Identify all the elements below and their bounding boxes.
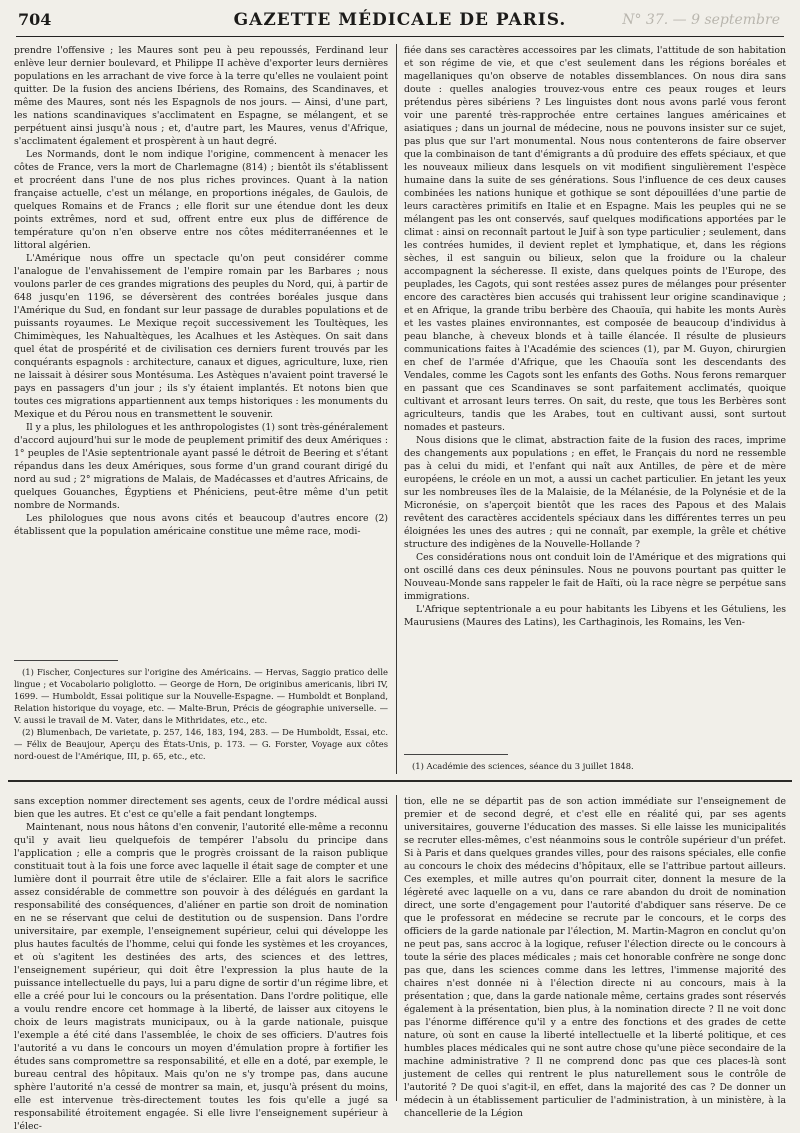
- paragraph: Maintenant, nous nous hâtons d'en convenir, l'autorité elle-même a reconnu qu'il y avait lieu quelquefois de tempérer l'absolu du principe dans l'application ; elle a compris que le progrès croissant de la raison publique constituait tout à la fois une force avec laquelle il était sage de compter et une lumière dont il pourrait être utile de s'éclairer. Elle a fait alors le sacrifice assez considérable de commettre son pouvoir à des délégués en gardant la responsabilité des conséquences, d'aliéner en partie son droit de nomination en ne se réservant que celui de destitution ou de suspension. Dans l'ordre universitaire, par exemple, l'enseignement supérieur, celui qui développe les plus hautes facultés de l'homme, celui qui fonde les systèmes et les croyances, et où s'agitent les destinées des arts, des sciences et des lettres, l'enseignement supérieur, qui doit être l'expression la plus haute de la puissance intellectuelle du pays, lui a paru digne de sortir d'un régime libre, et elle a créé pour lui le concours ou la présentation. Dans l'ordre politique, elle a voulu rendre encore cet hommage à la liberté, de laisser aux citoyens le choix de leurs magistrats municipaux, ou à la garde nationale, puisque l'exemple a été cité dans l'assemblée, le choix de ses officiers. D'autres fois l'autorité a vu dans le concours un moyen d'émulation propre à fortifier les études sans compromettre sa responsabilité, et elle en a doté, par exemple, le bureau central des hôpitaux. Mais qu'on ne s'y trompe pas, dans aucune sphère l'autorité n'a cessé de montrer sa main, et, jusqu'à présent du moins, elle est intervenue très-directement toutes les fois qu'elle a jugé sa responsabilité étroitement engagée. Si elle livre l'enseignement supérieur à l'élec-: [14, 822, 388, 1132]
- paragraph: fiée dans ses caractères accessoires par les climats, l'attitude de son habitation et son régime de vie, et que c'est seulement dans les régions boréales et magellaniques qu'on observe de notables dissemblances. On nous dira sans doute : quelles analogies trouvez-vous entre ces peaux rouges et leurs prétendus pères sibériens ? Les linguistes dont nous avons parlé vous feront voir une parenté très-rapprochée entre certaines langues américaines et asiatiques ; dans un journal de médecine, nous ne pouvons insister sur ce sujet, pas plus que sur l'art monumental. Nous nous contenterons de faire observer que la combinaison de tant d'émigrants a dû produire des effets spéciaux, et que les nouveaux milieux dans lesquels on vit modifient singulièrement l'espèce humaine dans la suite de ses générations. Sous l'influence de ces deux causes combinées les nations hunique et gothique se sont dépouillées d'une partie de leurs caractères primitifs en Italie et en Espagne. Mais les peuples qui ne se mélangent pas les ont conservés, sauf quelques modifications apportées par le climat : ainsi on reconnaît partout le Juif à son type particulier ; seulement, dans les contrées humides, il devient replet et lymphatique, et, dans les régions sèches, il est sanguin ou bilieux, selon que la froidure ou la chaleur accompagnent la sécheresse. Il existe, dans quelques points de l'Europe, des peuplades, les Cagots, qui sont restées assez pures de mélanges pour présenter encore des caractères bien accusés qui trahissent leur origine scandinavique ; et en Afrique, la grande tribu berbère des Chaouïa, qui habite les monts Aurès et les vastes plaines environnantes, est composée de beaucoup d'individus à peau blanche, à cheveux blonds et à taille élancée. Il résulte de plusieurs communications faites à l'Académie des sciences (1), par M. Guyon, chirurgien en chef de l'armée d'Afrique, que les Chaouïa sont les descendants des Vendales, comme les Cagots sont les enfants des Goths. Nous ferons remarquer en passant que ces Scandinaves se sont parfaitement acclimatés, quoique cultivant et arrosant leurs terres. On sait, du reste, que tous les Berbères sont agriculteurs, tandis que les Arabes, tout en cultivant aussi, sont surtout nomades et pasteurs.: [404, 45, 786, 433]
- footnotes-left: [14, 666, 388, 776]
- bleed-through-text: N° 37. — 9 septembre: [622, 12, 780, 28]
- section-divider: [8, 780, 792, 782]
- paragraph: prendre l'offensive ; les Maures sont peu à peu repoussés, Ferdinand leur enlève leur dernier boulevard, et Philippe II achève d'exporter leurs dernières populations en les arrachant de vive force à la terre qu'elles ne voulaient point quitter. De la fusion des anciens Ibériens, des Romains, des Scandinaves, et même des Maures, sont nés les Espagnols de nos jours. — Ainsi, d'une part, les nations scandinaviques s'acclimatent en Espagne, se mélangent, et se perpétuent ainsi jusqu'à nous ; et, d'autre part, les Maures, venus d'Afrique, s'acclimatent également et prospèrent à un haut degré.: [14, 45, 388, 147]
- page-number: 704: [18, 10, 52, 29]
- paragraph: Les Normands, dont le nom indique l'origine, commencent à menacer les côtes de France, vers la mort de Charlemagne (814) ; bientôt ils s'établissent et procréent dans l'une de nos plus riches provinces. Quant à la nation française actuelle, c'est un mélange, en proportions inégales, de Gaulois, de quelques Romains et de Francs ; elle florit sur une étendue dont les deux points extrêmes, nord et sud, offrent entre eux plus de différence de température qu'on n'en observe entre nos côtes méditerranéennes et le littoral algérien.: [14, 149, 388, 251]
- column-divider-bottom: [396, 795, 397, 1101]
- gazette-title: GAZETTE MÉDICALE DE PARIS.: [233, 10, 567, 30]
- paragraph: L'Afrique septentrionale a eu pour habitants les Libyens et les Gétuliens, les Maurusiens (Maures des Latins), les Carthaginois, les Romains, les Ven-: [404, 604, 786, 628]
- paragraph: L'Amérique nous offre un spectacle qu'on peut considérer comme l'analogue de l'envahissement de l'empire romain par les Barbares ; nous voulons parler de ces grandes migrations des peuples du Nord, qui, à partir de 648 jusqu'en 1196, se déversèrent des contrées boréales jusque dans l'Amérique du Sud, en fondant sur leur passage de durables populations et de puissants royaumes. Le Mexique reçoit successivement les Toultèques, les Chimimèques, les Nahualtèques, les Acalhues et les Astèques. On sait dans quel état de prospérité et de civilisation ces derniers furent trouvés par les conquérants espagnols : architecture, canaux et digues, agriculture, luxe, rien ne laissait à désirer sous Montésuma. Les Astèques n'avaient point traversé le pays en passagers d'un jour ; ils s'y étaient implantés. Et notons bien que toutes ces migrations appartiennent aux temps historiques : les monuments du Mexique et du Pérou nous en transmettent le souvenir.: [14, 253, 388, 420]
- top-left-column: [14, 44, 388, 654]
- paragraph: Ces considérations nous ont conduit loin de l'Amérique et des migrations qui ont oscillé dans ces deux péninsules. Nous ne pouvons pourtant pas quitter le Nouveau-Monde sans rappeler le fait de Haïti, où la race nègre se perpétue sans immigrations.: [404, 552, 786, 602]
- top-right-column: [404, 44, 786, 736]
- footnote-rule-right: [404, 754, 508, 755]
- bottom-right-column: [404, 795, 786, 1119]
- column-divider: [396, 44, 397, 774]
- footnote: (1) Fischer, Conjectures sur l'origine des Américains. — Hervas, Saggio pratico delle lingue ; et Vocabolario poliglotto. — George de Horn, De originibus americanis, libri IV, 1699. — Humboldt, Essai politique sur la Nouvelle-Espagne. — Humboldt et Bonpland, Relation historique du voyage, etc. — Malte-Brun, Précis de géographie universelle. — V. aussi le travail de M. Vater, dans le Mithridates, etc., etc.: [14, 667, 388, 725]
- footnote-rule: [14, 660, 118, 661]
- paragraph: Il y a plus, les philologues et les anthropologistes (1) sont très-généralement d'accord aujourd'hui sur le mode de peuplement primitif des deux Amériques : 1° peuples de l'Asie septentrionale ayant passé le détroit de Beering et s'étant répandus dans les deux Amériques, sous forme d'un grand courant dirigé du nord au sud ; 2° migrations de Malais, de Madécasses et d'autres Africains, de quelques Gouanches, Égyptiens et Phéniciens, peut-être même d'un petit nombre de Normands.: [14, 422, 389, 511]
- footnote: (1) Académie des sciences, séance du 3 juillet 1848.: [412, 761, 634, 771]
- paragraph: Nous disions que le climat, abstraction faite de la fusion des races, imprime des changements aux populations ; en effet, le Français du nord ne ressemble pas à celui du midi, et l'enfant qui naît aux Antilles, de père et de mère européens, le créole en un mot, a aussi un cachet particulier. En jetant les yeux sur les nombreuses îles de la Malaisie, de la Mélanésie, de la Polynésie et de la Micronésie, on s'aperçoit bientôt que les races des Papous et des Malais revêtent des caractères accidentels spéciaux dans les différentes terres un peu éloignées les unes des autres ; qui ne connaît, par exemple, la grêle et chétive structure des indigènes de la Nouvelle-Hollande ?: [404, 435, 786, 550]
- page-header: [16, 8, 784, 37]
- paragraph: sans exception nommer directement ses agents, ceux de l'ordre médical aussi bien que les autres. Et c'est ce qu'elle a fait pendant longtemps.: [14, 796, 388, 820]
- footnote-right: [404, 760, 786, 776]
- footnote: (2) Blumenbach, De varietate, p. 257, 146, 183, 194, 283. — De Humboldt, Essai, etc. — Félix de Beaujour, Aperçu des États-Unis, p. 173. — G. Forster, Voyage aux côtes nord-ouest de l'Amérique, III, p. 65, etc., etc.: [14, 727, 388, 761]
- paragraph: Les philologues que nous avons cités et beaucoup d'autres encore (2) établissent que la population américaine constitue une même race, modi-: [14, 513, 388, 537]
- paragraph: tion, elle ne se départit pas de son action immédiate sur l'enseignement de premier et de second degré, et c'est elle en réalité qui, par ses agents universitaires, gouverne l'éducation des masses. Si elle laisse les municipalités se recruter elles-mêmes, c'est néanmoins sous le contrôle supérieur d'un préfet. Si à Paris et dans quelques grandes villes, pour des raisons spéciales, elle confie au concours le choix des médecins d'hôpitaux, elle se l'attribue partout ailleurs. Ces exemples, et mille autres qu'on pourrait citer, donnent la mesure de la légèreté avec laquelle on a vu, dans ce rare abandon du droit de nomination direct, une sorte d'engagement pour l'autorité d'abdiquer sans réserve. De ce que le professorat en médecine se recrute par le concours, et le corps des officiers de la garde nationale par l'élection, M. Martin-Magron en conclut qu'on ne peut pas, sans accroc à la logique, refuser l'élection directe ou le concours à toute la série des places médicales ; mais cet honorable confrère ne songe donc pas que, dans les sciences comme dans les lettres, l'immense majorité des chaires n'est donnée ni à l'élection directe ni au concours, mais à la présentation ; que, dans la garde nationale même, certains grades sont réservés également à la présentation, bien plus, à la nomination directe ? Il ne voit donc pas l'énorme différence qu'il y a entre des fonctions et des grades de cette nature, où sont en cause la liberté intellectuelle et la liberté politique, et ces humbles places médicales qui ne sont autre chose qu'une pièce secondaire de la machine administrative ? Il ne comprend donc pas que ces places-là sont justement de celles qui rentrent le plus naturellement sous le contrôle de l'autorité ? De quoi s'agit-il, en effet, dans la majorité des cas ? De donner un médecin à un établissement particulier de l'administration, à un ministère, à la chancellerie de la Légion: [404, 796, 786, 1119]
- bottom-left-column: [14, 795, 388, 1132]
